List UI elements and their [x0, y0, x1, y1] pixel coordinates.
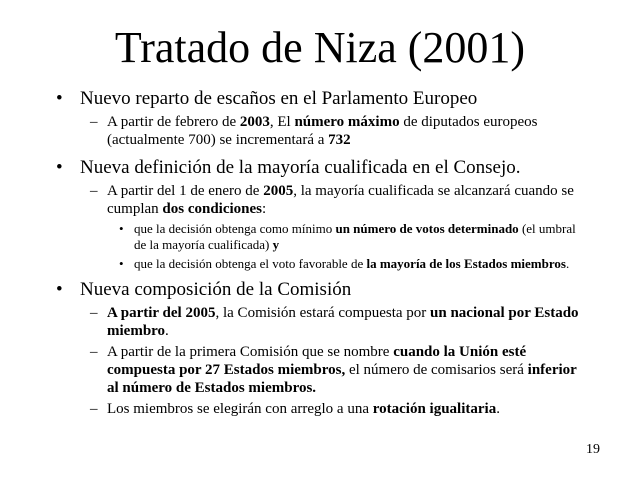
sub-sub-bullet-estados [0, 256, 590, 272]
dot-marker: • [119, 221, 124, 236]
bullet-marker: • [56, 279, 63, 300]
text-bold: la mayoría de los Estados miembros [366, 256, 566, 271]
text-seg: , El [269, 114, 295, 130]
sub-bullet-rotacion [0, 400, 590, 418]
sub-bullet-escanos [0, 113, 590, 149]
dash-marker: – [90, 344, 98, 360]
text-bold: y [272, 237, 280, 252]
text-bold: un número de votos determinado [335, 221, 519, 236]
text-seg: A partir del 1 de enero de [107, 183, 264, 199]
text-seg: , la mayoría cualificada se alcanzará cuando se cumplan [107, 183, 574, 217]
bullet-comision [0, 279, 600, 301]
text-seg: que la decisión obtenga el voto favorable de [134, 256, 367, 271]
text-seg: que la decisión obtenga como mínimo [134, 221, 336, 236]
dash-marker: – [90, 401, 98, 417]
text-bold: inferior al número de Estados miembros. [107, 362, 577, 396]
text-bold: dos condiciones [162, 201, 263, 217]
text-bold: cuando la Unión esté compuesta por 27 Estados miembros, [107, 344, 527, 378]
text-seg: Los miembros se elegirán con arreglo a una [107, 401, 373, 417]
bullet-marker: • [56, 88, 63, 109]
text-bold: número máximo [294, 114, 400, 130]
dash-marker: – [90, 305, 98, 321]
slide-title: Tratado de Niza (2001) [114, 23, 526, 72]
text-bold: rotación igualitaria [372, 401, 497, 417]
text-bold: 732 [328, 132, 351, 148]
bullet-text: Nueva composición de la Comisión [80, 279, 352, 300]
text-seg: A partir de febrero de [107, 114, 240, 130]
text-seg: de diputados europeos (actualmente 700) se incrementará a [107, 114, 538, 148]
sub-bullet-mayoria [0, 182, 590, 218]
bullet-text: Nueva definición de la mayoría cualificada en el Consejo. [80, 157, 521, 178]
bullet-consejo [0, 157, 600, 179]
bullet-marker: • [56, 157, 63, 178]
text-seg: (el umbral de la mayoría cualificada) [134, 221, 576, 252]
text-bold: 2005 [263, 183, 294, 199]
text-bold: 2003 [239, 114, 270, 130]
dash-marker: – [90, 183, 98, 199]
sub-bullet-comisarios [0, 343, 590, 397]
dash-marker: – [90, 114, 98, 130]
text-seg: , la Comisión estará compuesta por [215, 305, 431, 321]
text-seg: . [165, 323, 169, 339]
dot-marker: • [119, 256, 124, 271]
sub-sub-bullet-votos [0, 221, 590, 253]
slide-body [0, 88, 640, 418]
text-seg: : [262, 201, 267, 217]
text-seg: . [496, 401, 500, 417]
bullet-parlamento [0, 88, 600, 110]
sub-bullet-composicion [0, 304, 590, 340]
text-bold: A partir del 2005 [107, 305, 216, 321]
text-seg: el número de comisarios será [345, 362, 528, 378]
text-seg: . [565, 256, 570, 271]
text-bold: un nacional por Estado miembro [107, 305, 579, 339]
text-seg: A partir de la primera Comisión que se nombre [107, 344, 394, 360]
page-number: 19 [586, 442, 600, 457]
bullet-text: Nuevo reparto de escaños en el Parlamento Europeo [80, 88, 478, 109]
